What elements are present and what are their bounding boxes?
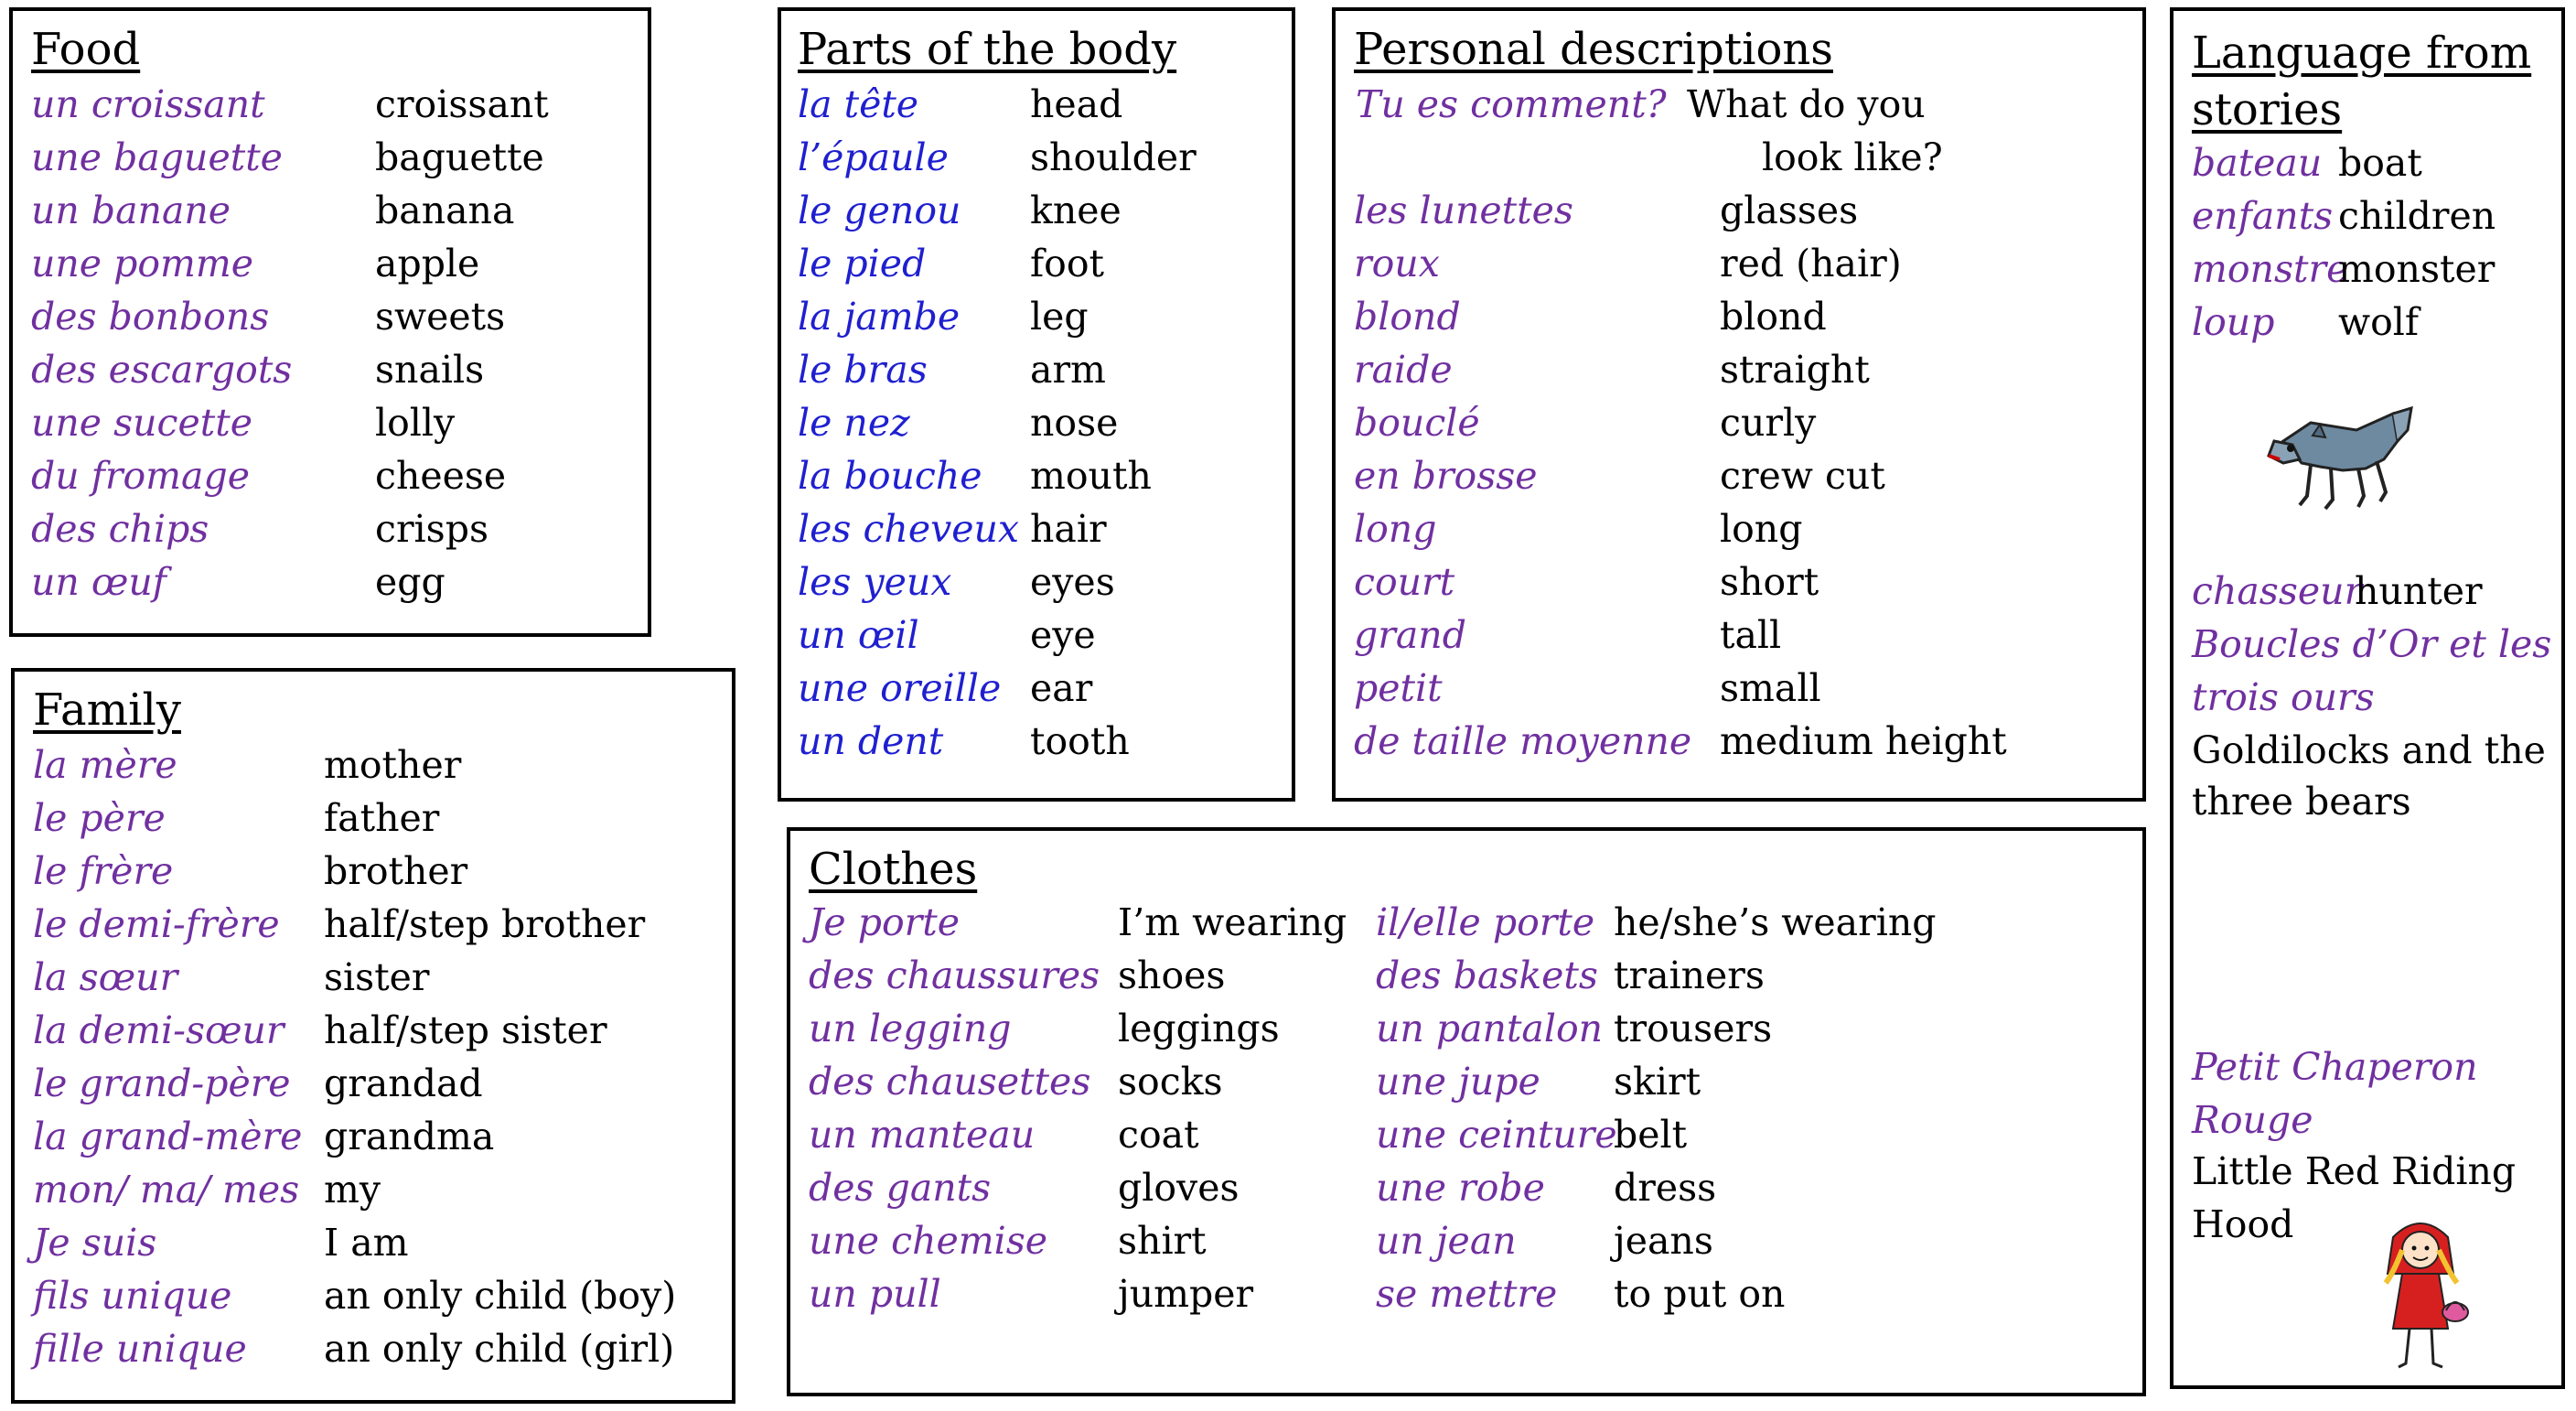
food-item-english-7: lolly <box>375 401 456 445</box>
goldilocks-english-line2: three bears <box>2192 780 2411 824</box>
body-panel <box>778 7 1295 802</box>
family-item-english-1: mother <box>324 743 462 787</box>
body-item-english-2: shoulder <box>1030 135 1197 179</box>
body-item-english-4: foot <box>1030 242 1105 285</box>
red-riding-french-line2: Rouge <box>2192 1098 2313 1142</box>
food-item-french-5: des bonbons <box>31 295 270 339</box>
family-item-french-7: le grand-père <box>33 1061 291 1105</box>
food-item-french-10: un œuf <box>31 560 166 604</box>
body-item-english-7: nose <box>1030 401 1119 445</box>
body-title: Parts of the body <box>798 24 1177 75</box>
clothes-right-item-english-6: dress <box>1614 1166 1717 1210</box>
story-item-english-1: boat <box>2338 141 2422 185</box>
family-item-french-2: le père <box>33 796 166 840</box>
body-item-english-1: head <box>1030 82 1123 126</box>
wolf-illustration <box>2256 404 2420 523</box>
family-item-english-6: half/step sister <box>324 1008 607 1052</box>
story-item-french-1: bateau <box>2192 141 2323 185</box>
family-item-english-2: father <box>324 796 440 840</box>
description-item-english-2: red (hair) <box>1720 242 1902 285</box>
clothes-right-item-english-7: jeans <box>1614 1219 1713 1263</box>
body-item-french-4: le pied <box>798 242 927 285</box>
family-item-english-12: an only child (girl) <box>324 1327 675 1371</box>
family-item-french-6: la demi-sœur <box>33 1008 284 1052</box>
family-item-english-7: grandad <box>324 1061 483 1105</box>
clothes-left-item-french-1: Je porte <box>809 900 961 944</box>
body-item-english-8: mouth <box>1030 454 1152 498</box>
food-item-french-6: des escargots <box>31 348 293 392</box>
question-english-line1: What do you <box>1687 82 1926 126</box>
clothes-right-item-french-5: une ceinture <box>1376 1113 1617 1157</box>
question-english-line2: look like? <box>1762 135 1943 179</box>
description-item-french-7: long <box>1354 507 1437 551</box>
description-item-english-7: long <box>1720 507 1803 551</box>
food-item-english-3: banana <box>375 188 515 232</box>
food-item-english-6: snails <box>375 348 485 392</box>
clothes-right-item-french-8: se mettre <box>1376 1272 1558 1316</box>
description-item-english-5: curly <box>1720 401 1817 445</box>
description-item-french-11: de taille moyenne <box>1354 719 1692 763</box>
description-item-french-2: roux <box>1354 242 1440 285</box>
food-item-french-4: une pomme <box>31 242 254 285</box>
food-item-french-8: du fromage <box>31 454 250 498</box>
clothes-right-item-english-2: trainers <box>1614 953 1765 997</box>
food-item-english-8: cheese <box>375 454 507 498</box>
clothes-left-item-french-7: une chemise <box>809 1219 1048 1263</box>
food-item-english-10: egg <box>375 560 445 604</box>
description-item-french-9: grand <box>1354 613 1466 657</box>
body-item-french-5: la jambe <box>798 295 961 339</box>
clothes-right-item-french-1: il/elle porte <box>1376 900 1595 944</box>
family-item-french-10: Je suis <box>33 1221 157 1265</box>
family-item-french-9: mon/ ma/ mes <box>33 1168 300 1212</box>
family-item-english-3: brother <box>324 849 468 893</box>
question-french: Tu es comment? <box>1356 82 1667 126</box>
family-item-french-5: la sœur <box>33 955 178 999</box>
clothes-left-item-french-8: un pull <box>809 1272 941 1316</box>
body-item-english-6: arm <box>1030 348 1106 392</box>
body-item-french-11: un œil <box>798 613 919 657</box>
description-item-english-3: blond <box>1720 295 1827 339</box>
body-item-english-9: hair <box>1030 507 1107 551</box>
family-item-french-1: la mère <box>33 743 177 787</box>
story-item-english-2: children <box>2338 194 2496 238</box>
body-item-french-7: le nez <box>798 401 910 445</box>
goldilocks-french-line2: trois ours <box>2192 675 2375 719</box>
description-item-english-10: small <box>1720 666 1821 710</box>
descriptions-title: Personal descriptions <box>1354 24 1833 75</box>
food-item-french-3: un banane <box>31 188 231 232</box>
clothes-left-item-english-3: leggings <box>1118 1007 1280 1050</box>
family-item-english-8: grandma <box>324 1115 495 1158</box>
body-item-french-12: une oreille <box>798 666 1002 710</box>
description-item-french-5: bouclé <box>1354 401 1480 445</box>
body-item-english-11: eye <box>1030 613 1096 657</box>
chasseur-english: hunter <box>2355 569 2483 613</box>
descriptions-panel <box>1332 7 2146 802</box>
food-item-french-9: des chips <box>31 507 209 551</box>
stories-title-line2: stories <box>2192 84 2343 135</box>
clothes-left-item-french-6: des gants <box>809 1166 992 1210</box>
body-item-french-8: la bouche <box>798 454 982 498</box>
family-item-english-11: an only child (boy) <box>324 1274 677 1318</box>
family-item-french-3: le frère <box>33 849 174 893</box>
red-riding-english-line2: Hood <box>2192 1202 2294 1246</box>
family-title: Family <box>33 684 181 736</box>
clothes-left-item-english-5: coat <box>1118 1113 1199 1157</box>
food-item-french-2: une baguette <box>31 135 283 179</box>
family-item-english-5: sister <box>324 955 430 999</box>
family-item-french-4: le demi-frère <box>33 902 280 946</box>
food-item-french-7: une sucette <box>31 401 252 445</box>
clothes-left-item-english-6: gloves <box>1118 1166 1240 1210</box>
body-item-french-9: les cheveux <box>798 507 1020 551</box>
food-title: Food <box>31 24 141 75</box>
body-item-french-2: l’épaule <box>798 135 949 179</box>
description-item-french-4: raide <box>1354 348 1453 392</box>
body-item-french-3: le genou <box>798 188 961 232</box>
food-item-english-4: apple <box>375 242 480 285</box>
clothes-left-item-french-2: des chaussures <box>809 953 1100 997</box>
chasseur-french: chasseur <box>2192 569 2363 613</box>
clothes-right-item-english-3: trousers <box>1614 1007 1773 1050</box>
food-item-french-1: un croissant <box>31 82 265 126</box>
description-item-french-8: court <box>1354 560 1455 604</box>
clothes-left-item-english-2: shoes <box>1118 953 1226 997</box>
body-item-english-10: eyes <box>1030 560 1115 604</box>
family-item-english-10: I am <box>324 1221 409 1265</box>
clothes-left-item-french-3: un legging <box>809 1007 1012 1050</box>
story-item-french-3: monstre <box>2192 247 2349 291</box>
body-item-english-5: leg <box>1030 295 1089 339</box>
story-item-english-4: wolf <box>2338 300 2420 344</box>
clothes-left-item-english-1: I’m wearing <box>1118 900 1347 944</box>
family-panel <box>11 668 735 1404</box>
food-panel <box>9 7 651 637</box>
family-item-french-12: fille unique <box>33 1327 247 1371</box>
description-item-english-6: crew cut <box>1720 454 1885 498</box>
stories-title-line1: Language from <box>2192 27 2532 79</box>
goldilocks-french-line1: Boucles d’Or et les <box>2192 622 2552 666</box>
clothes-title: Clothes <box>809 844 978 895</box>
clothes-left-item-french-5: un manteau <box>809 1113 1036 1157</box>
clothes-right-item-english-4: skirt <box>1614 1060 1701 1104</box>
story-item-english-3: monster <box>2338 247 2496 291</box>
clothes-right-item-french-4: une jupe <box>1376 1060 1540 1104</box>
description-item-english-8: short <box>1720 560 1819 604</box>
body-item-french-10: les yeux <box>798 560 952 604</box>
body-item-english-13: tooth <box>1030 719 1130 763</box>
clothes-right-item-english-1: he/she’s wearing <box>1614 900 1937 944</box>
body-item-french-6: le bras <box>798 348 928 392</box>
stories-panel <box>2170 7 2565 1389</box>
description-item-english-11: medium height <box>1720 719 2007 763</box>
clothes-left-item-english-7: shirt <box>1118 1219 1207 1263</box>
family-item-french-8: la grand-mère <box>33 1115 303 1158</box>
clothes-left-item-english-8: jumper <box>1118 1272 1254 1316</box>
description-item-french-1: les lunettes <box>1354 188 1573 232</box>
family-item-french-11: fils unique <box>33 1274 232 1318</box>
red-riding-french-line1: Petit Chaperon <box>2192 1045 2478 1089</box>
red-riding-english-line1: Little Red Riding <box>2192 1149 2517 1193</box>
clothes-right-item-french-6: une robe <box>1376 1166 1545 1210</box>
food-item-english-1: croissant <box>375 82 549 126</box>
description-item-french-3: blond <box>1354 295 1461 339</box>
description-item-english-4: straight <box>1720 348 1870 392</box>
family-item-english-9: my <box>324 1168 381 1212</box>
description-item-french-6: en brosse <box>1354 454 1538 498</box>
clothes-left-item-english-4: socks <box>1118 1060 1223 1104</box>
clothes-right-item-french-7: un jean <box>1376 1219 1517 1263</box>
food-item-english-5: sweets <box>375 295 506 339</box>
description-item-english-1: glasses <box>1720 188 1859 232</box>
family-item-english-4: half/step brother <box>324 902 646 946</box>
red-riding-hood-illustration <box>2366 1210 2475 1374</box>
clothes-right-item-french-3: un pantalon <box>1376 1007 1604 1050</box>
clothes-right-item-english-8: to put on <box>1614 1272 1786 1316</box>
body-item-french-1: la tête <box>798 82 919 126</box>
story-item-french-4: loup <box>2192 300 2275 344</box>
story-item-french-2: enfants <box>2192 194 2334 238</box>
clothes-panel <box>787 827 2146 1396</box>
body-item-english-12: ear <box>1030 666 1093 710</box>
food-item-english-2: baguette <box>375 135 544 179</box>
description-item-french-10: petit <box>1354 666 1443 710</box>
food-item-english-9: crisps <box>375 507 489 551</box>
goldilocks-english-line1: Goldilocks and the <box>2192 728 2546 772</box>
clothes-right-item-french-2: des baskets <box>1376 953 1598 997</box>
description-item-english-9: tall <box>1720 613 1782 657</box>
clothes-right-item-english-5: belt <box>1614 1113 1688 1157</box>
body-item-english-3: knee <box>1030 188 1122 232</box>
body-item-french-13: un dent <box>798 719 944 763</box>
clothes-left-item-french-4: des chausettes <box>809 1060 1091 1104</box>
